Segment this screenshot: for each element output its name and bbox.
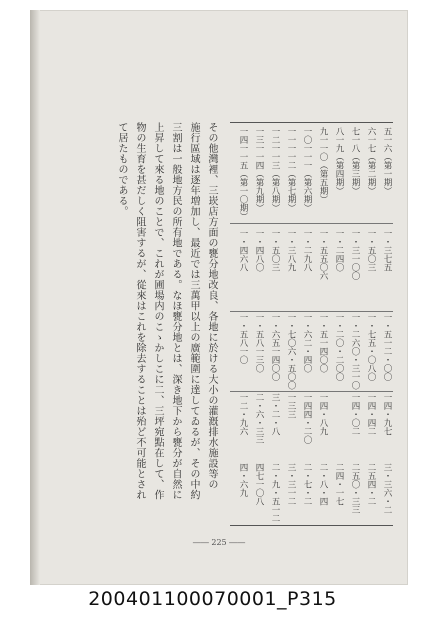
table-cell: 一・二〇・二〇〇 bbox=[334, 313, 344, 381]
table-cell: 一・三八九 bbox=[286, 229, 296, 272]
table-cell: 一・四六八 bbox=[238, 229, 248, 272]
page-number: ―― 225 ―― bbox=[192, 538, 246, 547]
table-cell: 八一九（第四期） bbox=[334, 127, 344, 195]
table-cell: 一・四八〇 bbox=[254, 229, 264, 272]
table-cell: 一・六五一四〇〇 bbox=[270, 313, 280, 381]
table-cell: 一四・〇二 bbox=[350, 393, 360, 436]
table-column bbox=[298, 123, 311, 525]
table-cell: 二・七・二 bbox=[302, 463, 312, 506]
table-cell: 一四・四二 bbox=[366, 393, 376, 436]
table-cell: 一・五八一三〇 bbox=[254, 313, 264, 373]
table-column bbox=[234, 123, 247, 525]
table-cell: 九一一〇（第五期） bbox=[318, 127, 328, 204]
table-cell: 一・二四〇 bbox=[334, 229, 344, 272]
body-text-line: 物の生育を甚だしく阻害するが、從來はこれを除去することは殆ど不可能とされ bbox=[134, 122, 145, 500]
image-caption: 200401100070001_P315 bbox=[88, 588, 337, 610]
table-cell: 一四・八九 bbox=[318, 393, 328, 436]
body-text-line: 三割は一般地方民の所有地である。なほ甕分地とは、深き地下から甕分が自然に bbox=[170, 122, 181, 500]
table-cell: 一三三 bbox=[286, 393, 296, 419]
table-cell: 二五四・二 bbox=[366, 463, 376, 506]
table-column bbox=[378, 123, 391, 525]
page-spine-shadow bbox=[30, 10, 40, 585]
table-cell: 二・六・三三 bbox=[254, 393, 264, 444]
table-cell: 四七一〇八 bbox=[254, 463, 264, 506]
body-text-line: て居たものである。 bbox=[116, 122, 127, 217]
table-cell: 一四四・二〇 bbox=[302, 393, 312, 444]
body-text-line: その他灣裡、三崁店方面の甕分地改良、各地に於ける大小の灌漑排水施設等の bbox=[206, 122, 217, 490]
table-column bbox=[282, 123, 295, 525]
body-text-line: 上昇して來る地のことで、これが圃場内のこゝかしこに二、三坪宛點在して、作 bbox=[152, 122, 163, 500]
table-cell: 一・二六〇・三一〇 bbox=[350, 313, 360, 390]
table-cell: 三・三一二 bbox=[286, 463, 296, 506]
table-cell: 四・六九 bbox=[238, 463, 248, 497]
table-cell: 一・七五・〇八〇 bbox=[366, 313, 376, 381]
table-cell: 一二・九六 bbox=[238, 393, 248, 436]
data-table bbox=[230, 122, 393, 526]
table-cell: 二・八・四 bbox=[318, 463, 328, 506]
table-cell: 二・九・五一二 bbox=[270, 463, 280, 523]
table-column bbox=[250, 123, 263, 525]
table-cell: 一・五一四〇〇 bbox=[318, 313, 328, 373]
table-column bbox=[266, 123, 279, 525]
table-column bbox=[362, 123, 375, 525]
table-cell: 一二一一三（第八期） bbox=[270, 127, 280, 212]
table-cell: 七一八（第三期） bbox=[350, 127, 360, 195]
table-cell: 三・三六・二 bbox=[382, 463, 392, 514]
table-cell: 二五〇・三三 bbox=[350, 463, 360, 514]
table-column bbox=[346, 123, 359, 525]
table-cell: 一一一一二（第七期） bbox=[286, 127, 296, 212]
body-text-line: 施行區域は逐年増加し、最近では三萬甲以上の廣範圍に達してゐるが、その中約 bbox=[188, 122, 199, 500]
table-cell: 一四一一五（第一〇期） bbox=[238, 127, 248, 221]
table-cell: 一・五〇三 bbox=[366, 229, 376, 272]
table-cell: 一・三七五 bbox=[382, 229, 392, 272]
table-column bbox=[330, 123, 343, 525]
table-cell: 一・五一二・〇〇 bbox=[382, 313, 392, 381]
table-column bbox=[314, 123, 327, 525]
table-cell: 一〇一一一（第六期） bbox=[302, 127, 312, 212]
table-cell: 二四・一七 bbox=[334, 463, 344, 506]
table-cell: 六一七（第二期） bbox=[366, 127, 376, 195]
table-cell: 一・三一〇〇 bbox=[350, 229, 360, 280]
table-cell: 五一六（第一期） bbox=[382, 127, 392, 195]
table-cell: 一四・九七 bbox=[382, 393, 392, 436]
table-cell: 一・五五〇六 bbox=[318, 229, 328, 280]
table-cell: 一・六二・四〇 bbox=[302, 313, 312, 373]
table-cell: 一・七〇六・五〇〇 bbox=[286, 313, 296, 390]
table-cell: 一三一一四（第九期） bbox=[254, 127, 264, 212]
book-page bbox=[30, 10, 408, 585]
table-cell: 一・二九八 bbox=[302, 229, 312, 272]
table-cell: 一・五八一〇 bbox=[238, 313, 248, 364]
table-cell: 三・二・八 bbox=[270, 393, 280, 436]
table-cell: 一・五〇三 bbox=[270, 229, 280, 272]
